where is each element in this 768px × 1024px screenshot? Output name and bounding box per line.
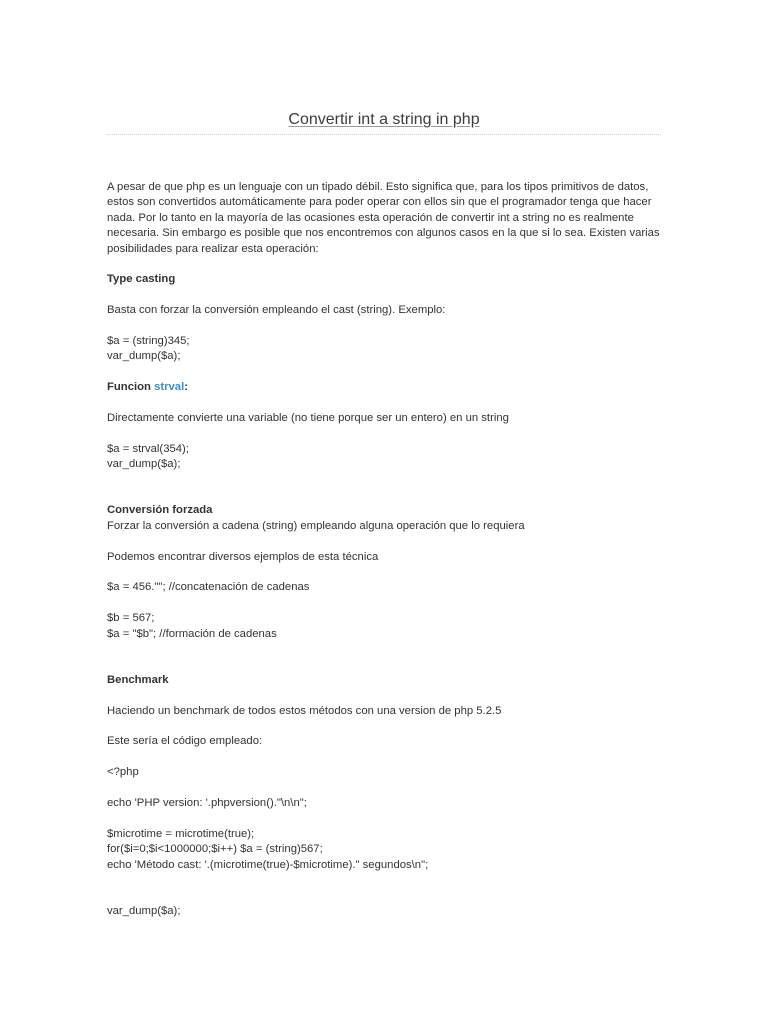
type-casting-code-line-2: var_dump($a);: [107, 350, 181, 363]
title-divider: [107, 134, 661, 135]
funcion-strval-heading: [107, 380, 667, 395]
benchmark-loop-line-2: for($i=0;$i<1000000;$i++) $a = (string)567;: [107, 843, 323, 856]
funcion-heading-suffix: :: [184, 381, 188, 394]
intro-line-5: posibilidades para realizar esta operación:: [107, 242, 319, 255]
intro-line-4: necesaria. Sin embargo es posible que nos encontremos con algunos casos en la que si lo sea. Existen varias: [107, 227, 660, 240]
benchmark-description: Haciendo un benchmark de todos estos métodos con una version de php 5.2.5: [107, 704, 502, 717]
benchmark-php-open: <?php: [107, 766, 139, 779]
conversion-forzada-example-2-line-2: $a = "$b"; //formación de cadenas: [107, 627, 277, 640]
benchmark-code-intro: Este sería el código empleado:: [107, 735, 263, 748]
type-casting-code-line-1: $a = (string)345;: [107, 335, 190, 348]
conversion-forzada-description: Forzar la conversión a cadena (string) empleando alguna operación que lo requiera: [107, 519, 525, 532]
type-casting-heading: Type casting: [107, 273, 176, 286]
funcion-strval-description: Directamente convierte una variable (no tiene porque ser un entero) en un string: [107, 412, 509, 425]
intro-line-1: A pesar de que php es un lenguaje con un tipado débil. Esto significa que, para los tipos primitivos de datos,: [107, 181, 649, 193]
funcion-strval-code-line-2: var_dump($a);: [107, 458, 181, 471]
funcion-strval-code-line-1: $a = strval(354);: [107, 442, 189, 455]
funcion-heading-prefix: Funcion: [107, 381, 155, 394]
strval-link[interactable]: strval: [154, 381, 185, 394]
conversion-forzada-examples-intro: Podemos encontrar diversos ejemplos de esta técnica: [107, 550, 379, 563]
conversion-forzada-example-2-line-1: $b = 567;: [107, 612, 155, 625]
conversion-forzada-example-1: $a = 456.""; //concatenación de cadenas: [107, 581, 310, 594]
intro-line-2: estos son convertidos automáticamente para poder operar con ellos sin que el programador tenga que hacer: [107, 196, 652, 209]
page-title: Convertir int a string in php: [288, 111, 480, 128]
benchmark-echo-version: echo 'PHP version: '.phpversion()."\n\n";: [107, 797, 307, 810]
benchmark-loop-line-1: $microtime = microtime(true);: [107, 827, 255, 840]
intro-line-3: nada. Por lo tanto en la mayoría de las ocasiones esta operación de convertir int a string no es realmente: [107, 211, 634, 224]
article-body: [107, 180, 667, 919]
benchmark-loop-line-3: echo 'Método cast: '.(microtime(true)-$microtime)." segundos\n";: [107, 858, 429, 871]
benchmark-var-dump: var_dump($a);: [107, 904, 181, 917]
conversion-forzada-heading: Conversión forzada: [107, 504, 213, 517]
benchmark-heading: Benchmark: [107, 673, 169, 686]
type-casting-description: Basta con forzar la conversión empleando el cast (string). Exemplo:: [107, 304, 446, 317]
